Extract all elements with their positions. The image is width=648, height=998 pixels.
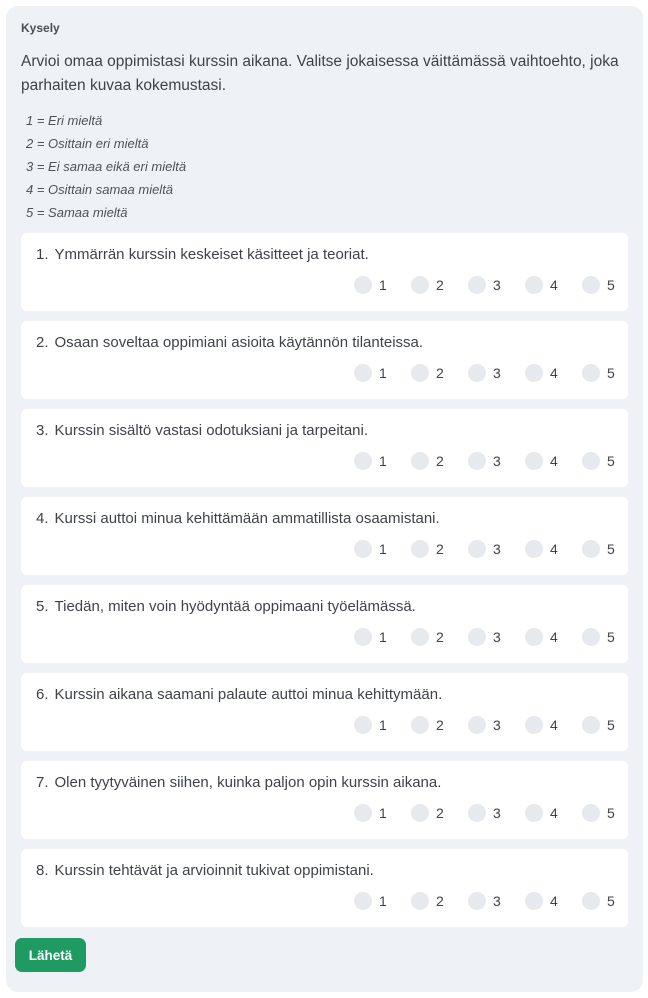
rating-option-4[interactable] xyxy=(525,450,582,472)
rating-option-5[interactable] xyxy=(582,362,639,384)
rating-option-3[interactable] xyxy=(468,890,525,912)
rating-options xyxy=(354,626,639,648)
radio-button[interactable] xyxy=(411,276,429,294)
radio-button[interactable] xyxy=(525,364,543,382)
rating-option-5[interactable] xyxy=(582,802,639,824)
rating-option-label: 5 xyxy=(607,893,615,909)
radio-button[interactable] xyxy=(354,540,372,558)
rating-option-label: 2 xyxy=(436,893,444,909)
radio-button[interactable] xyxy=(525,452,543,470)
rating-options xyxy=(354,538,639,560)
rating-option-label: 2 xyxy=(436,453,444,469)
rating-option-label: 5 xyxy=(607,805,615,821)
question-text xyxy=(36,509,440,529)
rating-option-label: 3 xyxy=(493,365,501,381)
rating-option-label: 2 xyxy=(436,365,444,381)
question-text xyxy=(36,861,374,881)
question-card xyxy=(21,761,628,839)
question-text xyxy=(36,333,423,353)
rating-option-label: 2 xyxy=(436,805,444,821)
rating-option-3[interactable] xyxy=(468,362,525,384)
radio-button[interactable] xyxy=(582,804,600,822)
question-card xyxy=(21,233,628,311)
rating-option-1[interactable] xyxy=(354,538,411,560)
radio-button[interactable] xyxy=(468,540,486,558)
rating-option-label: 5 xyxy=(607,717,615,733)
rating-option-label: 5 xyxy=(607,453,615,469)
rating-option-4[interactable] xyxy=(525,274,582,296)
question-number: 1. xyxy=(36,246,49,263)
rating-option-label: 2 xyxy=(436,629,444,645)
rating-option-2[interactable] xyxy=(411,626,468,648)
rating-option-label: 4 xyxy=(550,541,558,557)
rating-option-2[interactable] xyxy=(411,450,468,472)
rating-option-label: 3 xyxy=(493,893,501,909)
rating-option-label: 3 xyxy=(493,629,501,645)
question-label: Osaan soveltaa oppimiani asioita käytännön tilanteissa. xyxy=(54,334,424,351)
question-text xyxy=(36,597,416,617)
radio-button[interactable] xyxy=(411,628,429,646)
question-text xyxy=(36,245,369,265)
rating-option-1[interactable] xyxy=(354,890,411,912)
radio-button[interactable] xyxy=(411,716,429,734)
radio-button[interactable] xyxy=(582,452,600,470)
rating-option-2[interactable] xyxy=(411,802,468,824)
legend-item: 1 = Eri mieltä xyxy=(26,113,103,128)
question-text xyxy=(36,773,441,793)
rating-options xyxy=(354,450,639,472)
rating-options xyxy=(354,890,639,912)
question-label: Kurssin tehtävät ja arvioinnit tukivat oppimistani. xyxy=(54,862,374,879)
rating-option-2[interactable] xyxy=(411,362,468,384)
radio-button[interactable] xyxy=(525,628,543,646)
radio-button[interactable] xyxy=(468,716,486,734)
radio-button[interactable] xyxy=(525,804,543,822)
rating-option-2[interactable] xyxy=(411,890,468,912)
rating-option-label: 1 xyxy=(379,629,387,645)
rating-option-label: 3 xyxy=(493,277,501,293)
question-label: Kurssin aikana saamani palaute auttoi minua kehittymään. xyxy=(54,686,443,703)
rating-option-5[interactable] xyxy=(582,626,639,648)
radio-button[interactable] xyxy=(354,276,372,294)
radio-button[interactable] xyxy=(468,892,486,910)
question-card xyxy=(21,321,628,399)
radio-button[interactable] xyxy=(582,540,600,558)
rating-options xyxy=(354,274,639,296)
rating-option-label: 2 xyxy=(436,717,444,733)
question-card xyxy=(21,673,628,751)
question-text xyxy=(36,685,442,705)
rating-option-4[interactable] xyxy=(525,802,582,824)
rating-option-3[interactable] xyxy=(468,450,525,472)
rating-option-label: 4 xyxy=(550,365,558,381)
survey-panel xyxy=(6,6,643,992)
question-number: 4. xyxy=(36,510,49,527)
rating-options xyxy=(354,802,639,824)
radio-button[interactable] xyxy=(354,892,372,910)
rating-option-4[interactable] xyxy=(525,626,582,648)
rating-option-label: 4 xyxy=(550,453,558,469)
question-number: 3. xyxy=(36,422,49,439)
radio-button[interactable] xyxy=(354,452,372,470)
radio-button[interactable] xyxy=(411,540,429,558)
rating-option-1[interactable] xyxy=(354,714,411,736)
radio-button[interactable] xyxy=(468,364,486,382)
legend-item: 4 = Osittain samaa mieltä xyxy=(26,182,174,197)
rating-option-label: 3 xyxy=(493,805,501,821)
question-card xyxy=(21,497,628,575)
rating-option-5[interactable] xyxy=(582,538,639,560)
rating-option-5[interactable] xyxy=(582,890,639,912)
radio-button[interactable] xyxy=(468,276,486,294)
question-number: 5. xyxy=(36,598,49,615)
radio-button[interactable] xyxy=(411,804,429,822)
question-number: 7. xyxy=(36,774,49,791)
rating-option-label: 5 xyxy=(607,277,615,293)
rating-option-2[interactable] xyxy=(411,714,468,736)
question-number: 8. xyxy=(36,862,49,879)
rating-option-label: 3 xyxy=(493,717,501,733)
rating-option-1[interactable] xyxy=(354,362,411,384)
radio-button[interactable] xyxy=(582,364,600,382)
rating-option-label: 3 xyxy=(493,453,501,469)
rating-option-label: 1 xyxy=(379,277,387,293)
rating-option-label: 1 xyxy=(379,893,387,909)
radio-button[interactable] xyxy=(525,892,543,910)
question-list xyxy=(21,233,628,927)
radio-button[interactable] xyxy=(582,628,600,646)
rating-option-label: 4 xyxy=(550,629,558,645)
rating-option-label: 1 xyxy=(379,717,387,733)
question-number: 6. xyxy=(36,686,49,703)
rating-option-4[interactable] xyxy=(525,714,582,736)
radio-button[interactable] xyxy=(468,628,486,646)
rating-option-3[interactable] xyxy=(468,274,525,296)
radio-button[interactable] xyxy=(468,452,486,470)
rating-option-label: 4 xyxy=(550,805,558,821)
radio-button[interactable] xyxy=(354,804,372,822)
rating-option-1[interactable] xyxy=(354,626,411,648)
legend-item: 5 = Samaa mieltä xyxy=(26,205,128,220)
question-card xyxy=(21,849,628,927)
scale-legend xyxy=(21,109,628,224)
radio-button[interactable] xyxy=(525,716,543,734)
rating-option-2[interactable] xyxy=(411,538,468,560)
radio-button[interactable] xyxy=(582,716,600,734)
rating-option-label: 2 xyxy=(436,541,444,557)
question-card xyxy=(21,409,628,487)
rating-option-label: 3 xyxy=(493,541,501,557)
radio-button[interactable] xyxy=(411,892,429,910)
radio-button[interactable] xyxy=(411,452,429,470)
rating-option-label: 1 xyxy=(379,805,387,821)
survey-title: Kysely xyxy=(21,21,60,35)
rating-option-label: 2 xyxy=(436,277,444,293)
rating-option-2[interactable] xyxy=(411,274,468,296)
rating-option-5[interactable] xyxy=(582,450,639,472)
question-label: Kurssin sisältö vastasi odotuksiani ja tarpeitani. xyxy=(54,422,369,439)
rating-option-label: 5 xyxy=(607,629,615,645)
rating-option-label: 1 xyxy=(379,365,387,381)
radio-button[interactable] xyxy=(354,716,372,734)
rating-option-label: 4 xyxy=(550,277,558,293)
rating-option-label: 4 xyxy=(550,893,558,909)
rating-option-3[interactable] xyxy=(468,802,525,824)
rating-options xyxy=(354,362,639,384)
question-label: Olen tyytyväinen siihen, kuinka paljon opin kurssin aikana. xyxy=(54,774,442,791)
rating-option-label: 5 xyxy=(607,365,615,381)
rating-option-1[interactable] xyxy=(354,802,411,824)
radio-button[interactable] xyxy=(525,276,543,294)
rating-option-label: 1 xyxy=(379,541,387,557)
rating-option-4[interactable] xyxy=(525,890,582,912)
question-label: Ymmärrän kurssin keskeiset käsitteet ja teoriat. xyxy=(54,246,369,263)
radio-button[interactable] xyxy=(582,276,600,294)
rating-option-1[interactable] xyxy=(354,450,411,472)
question-card xyxy=(21,585,628,663)
radio-button[interactable] xyxy=(525,540,543,558)
question-number: 2. xyxy=(36,334,49,351)
rating-option-4[interactable] xyxy=(525,362,582,384)
radio-button[interactable] xyxy=(411,364,429,382)
question-label: Tiedän, miten voin hyödyntää oppimaani työelämässä. xyxy=(54,598,416,615)
question-label: Kurssi auttoi minua kehittämään ammatillista osaamistani. xyxy=(54,510,440,527)
submit-button[interactable]: Lähetä xyxy=(15,938,86,972)
rating-option-label: 4 xyxy=(550,717,558,733)
rating-option-5[interactable] xyxy=(582,274,639,296)
rating-option-4[interactable] xyxy=(525,538,582,560)
radio-button[interactable] xyxy=(354,364,372,382)
radio-button[interactable] xyxy=(468,804,486,822)
question-text xyxy=(36,421,368,441)
rating-options xyxy=(354,714,639,736)
survey-instructions: Arvioi omaa oppimistasi kurssin aikana. Valitse jokaisessa väittämässä vaihtoehto, joka parhaiten kuvaa kokemustasi. xyxy=(21,53,619,94)
rating-option-label: 5 xyxy=(607,541,615,557)
rating-option-5[interactable] xyxy=(582,714,639,736)
rating-option-1[interactable] xyxy=(354,274,411,296)
rating-option-3[interactable] xyxy=(468,626,525,648)
rating-option-label: 1 xyxy=(379,453,387,469)
radio-button[interactable] xyxy=(582,892,600,910)
rating-option-3[interactable] xyxy=(468,714,525,736)
rating-option-3[interactable] xyxy=(468,538,525,560)
radio-button[interactable] xyxy=(354,628,372,646)
legend-item: 2 = Osittain eri mieltä xyxy=(26,136,149,151)
legend-item: 3 = Ei samaa eikä eri mieltä xyxy=(26,159,187,174)
